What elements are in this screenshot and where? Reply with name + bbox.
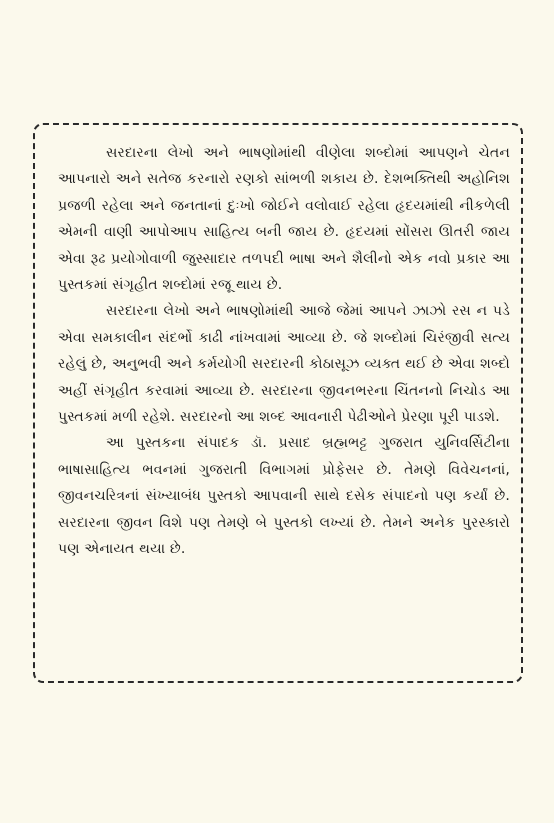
paragraph-1: સરદારના લેખો અને ભાષણોમાંથી વીણેલા શબ્દોમાં આપણને ચેતન આપનારો અને સતેજ કરનારો રણકો સાંભળી શકાય છે. દેશભક્તિથી અહોનિશ પ્રજળી રહેલા અને જનતાનાં દુઃખો જોઈને વલોવાઈ રહેલા હૃદયમાંથી નીકળેલી એમની વાણી આપોઆપ સાહિત્ય બની જાય છે. હૃદયમાં સોંસરા ઊતરી જાય એવા રૂઢ પ્રયોગોવાળી જુસ્સાદાર તળપદી ભાષા અને શૈલીનો એક નવો પ્રકાર આ પુસ્તકમાં સંગૃહીત શબ્દોમાં રજૂ થાય છે. (58, 145, 510, 294)
paragraph-3: આ પુસ્તકના સંપાદક ડૉ. પ્રસાદ બ્રહ્મભટ્ટ ગુજરાત યુનિવર્સિટીના ભાષાસાહિત્ય ભવનમાં ગુજરાતી વિભાગમાં પ્રોફેસર છે. તેમણે વિવેચનનાં, જીવનચરિત્રનાં સંખ્યાબંધ પુસ્તકો આપવાની સાથે દસેક સંપાદનો પણ કર્યાં છે. સરદારના જીવન વિશે પણ તેમણે બે પુસ્તકો લખ્યાં છે. તેમને અનેક પુરસ્કારો પણ એનાયત થયા છે. (58, 435, 511, 558)
paragraph-2: સરદારના લેખો અને ભાષણોમાંથી આજે જેમાં આપને ઝાઝો રસ ન પડે એવા સમકાલીન સંદર્ભો કાઢી નાંખવામાં આવ્યા છે. જે શબ્દોમાં ચિરંજીવી સત્ય રહેલું છે, અનુભવી અને કર્મયોગી સરદારની કોઠાસૂઝ વ્યક્ત થઈ છે એવા શબ્દો અહીં સંગૃહીત કરવામાં આવ્યા છે. સરદારના જીવનભરના ચિંતનનો નિચોડ આ પુસ્તકમાં મળી રહેશે. સરદારનો આ શબ્દ આવનારી પેઢીઓને પ્રેરણા પૂરી પાડશે. (58, 303, 510, 426)
back-cover-text (58, 140, 510, 563)
